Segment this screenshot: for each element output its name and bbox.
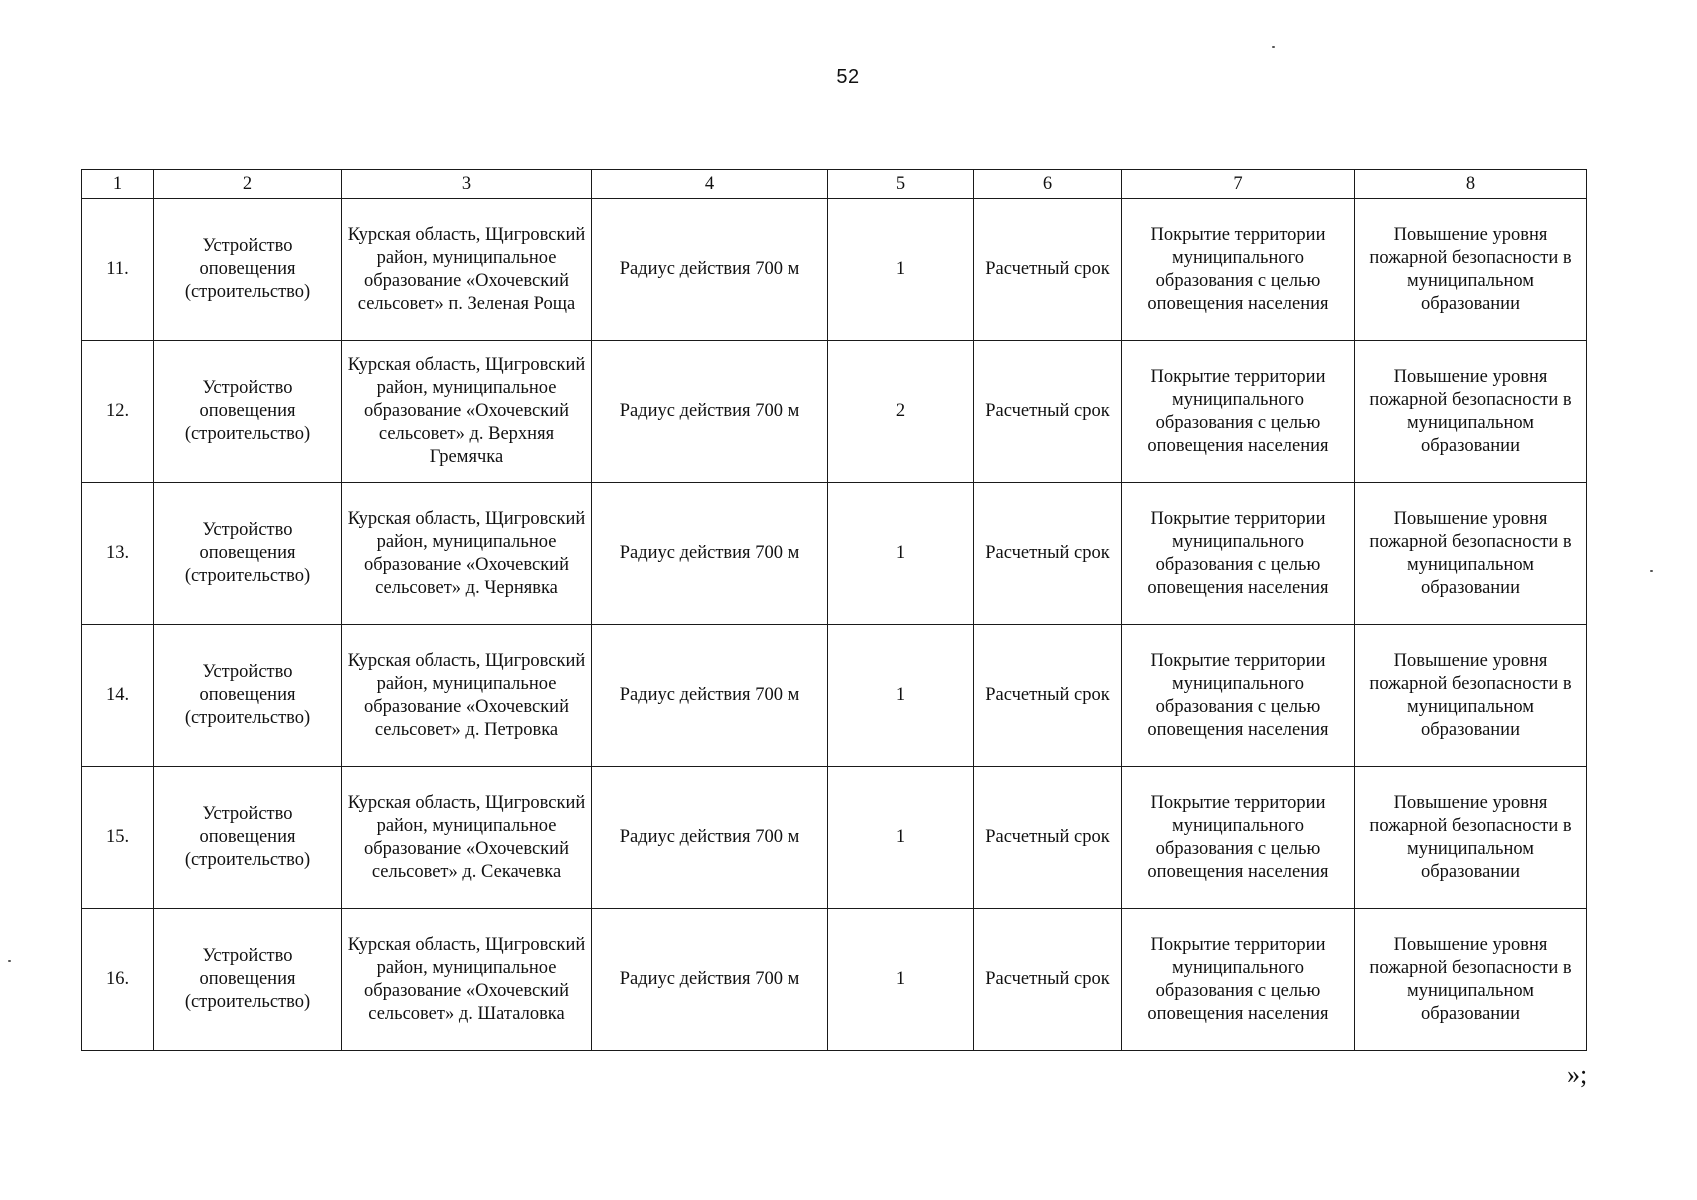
specification-cell: Радиус действия 700 м (592, 341, 828, 483)
term-cell: Расчетный срок (974, 199, 1122, 341)
object-name-cell: Устройство оповещения (строительство) (154, 625, 342, 767)
table-row (82, 767, 1587, 909)
table-row (82, 341, 1587, 483)
specification-cell: Радиус действия 700 м (592, 625, 828, 767)
quantity-cell: 1 (828, 483, 974, 625)
row-number-cell: 14. (82, 625, 154, 767)
quantity-cell: 2 (828, 341, 974, 483)
object-name-cell: Устройство оповещения (строительство) (154, 341, 342, 483)
column-header: 7 (1122, 170, 1355, 199)
object-name-cell: Устройство оповещения (строительство) (154, 767, 342, 909)
location-cell: Курская область, Щигровский район, муниципальное образование «Охочевский сельсовет» д. Чернявка (342, 483, 592, 625)
table-row (82, 909, 1587, 1051)
scan-speck (1272, 46, 1275, 48)
column-header: 1 (82, 170, 154, 199)
column-header: 6 (974, 170, 1122, 199)
object-name-cell: Устройство оповещения (строительство) (154, 199, 342, 341)
page-number: 52 (836, 66, 860, 88)
result-cell: Повышение уровня пожарной безопасности в муниципальном образовании (1355, 767, 1587, 909)
purpose-cell: Покрытие территории муниципального образования с целью оповещения населения (1122, 483, 1355, 625)
row-number-cell: 15. (82, 767, 154, 909)
result-cell: Повышение уровня пожарной безопасности в муниципальном образовании (1355, 909, 1587, 1051)
term-cell: Расчетный срок (974, 483, 1122, 625)
purpose-cell: Покрытие территории муниципального образования с целью оповещения населения (1122, 625, 1355, 767)
result-cell: Повышение уровня пожарной безопасности в муниципальном образовании (1355, 625, 1587, 767)
purpose-cell: Покрытие территории муниципального образования с целью оповещения населения (1122, 909, 1355, 1051)
term-cell: Расчетный срок (974, 341, 1122, 483)
location-cell: Курская область, Щигровский район, муниципальное образование «Охочевский сельсовет» д. Верхняя Гремячка (342, 341, 592, 483)
location-cell: Курская область, Щигровский район, муниципальное образование «Охочевский сельсовет» д. Петровка (342, 625, 592, 767)
specification-cell: Радиус действия 700 м (592, 199, 828, 341)
infrastructure-table (81, 169, 1587, 1051)
location-cell: Курская область, Щигровский район, муниципальное образование «Охочевский сельсовет» д. Секачевка (342, 767, 592, 909)
location-cell: Курская область, Щигровский район, муниципальное образование «Охочевский сельсовет» д. Шаталовка (342, 909, 592, 1051)
purpose-cell: Покрытие территории муниципального образования с целью оповещения населения (1122, 199, 1355, 341)
specification-cell: Радиус действия 700 м (592, 909, 828, 1051)
result-cell: Повышение уровня пожарной безопасности в муниципальном образовании (1355, 199, 1587, 341)
table-row (82, 199, 1587, 341)
column-number-row (82, 170, 1587, 199)
term-cell: Расчетный срок (974, 767, 1122, 909)
purpose-cell: Покрытие территории муниципального образования с целью оповещения населения (1122, 341, 1355, 483)
table-row (82, 483, 1587, 625)
column-header: 8 (1355, 170, 1587, 199)
specification-cell: Радиус действия 700 м (592, 483, 828, 625)
quantity-cell: 1 (828, 767, 974, 909)
location-cell: Курская область, Щигровский район, муниципальное образование «Охочевский сельсовет» п. Зеленая Роща (342, 199, 592, 341)
purpose-cell: Покрытие территории муниципального образования с целью оповещения населения (1122, 767, 1355, 909)
scan-speck (8, 960, 11, 962)
object-name-cell: Устройство оповещения (строительство) (154, 909, 342, 1051)
term-cell: Расчетный срок (974, 625, 1122, 767)
row-number-cell: 11. (82, 199, 154, 341)
row-number-cell: 12. (82, 341, 154, 483)
quantity-cell: 1 (828, 625, 974, 767)
specification-cell: Радиус действия 700 м (592, 767, 828, 909)
result-cell: Повышение уровня пожарной безопасности в муниципальном образовании (1355, 341, 1587, 483)
quantity-cell: 1 (828, 199, 974, 341)
quantity-cell: 1 (828, 909, 974, 1051)
object-name-cell: Устройство оповещения (строительство) (154, 483, 342, 625)
row-number-cell: 16. (82, 909, 154, 1051)
column-header: 4 (592, 170, 828, 199)
column-header: 2 (154, 170, 342, 199)
scan-speck (1650, 570, 1653, 572)
column-header: 3 (342, 170, 592, 199)
closing-quote-mark: »; (1567, 1060, 1588, 1089)
column-header: 5 (828, 170, 974, 199)
term-cell: Расчетный срок (974, 909, 1122, 1051)
row-number-cell: 13. (82, 483, 154, 625)
table-row (82, 625, 1587, 767)
result-cell: Повышение уровня пожарной безопасности в муниципальном образовании (1355, 483, 1587, 625)
